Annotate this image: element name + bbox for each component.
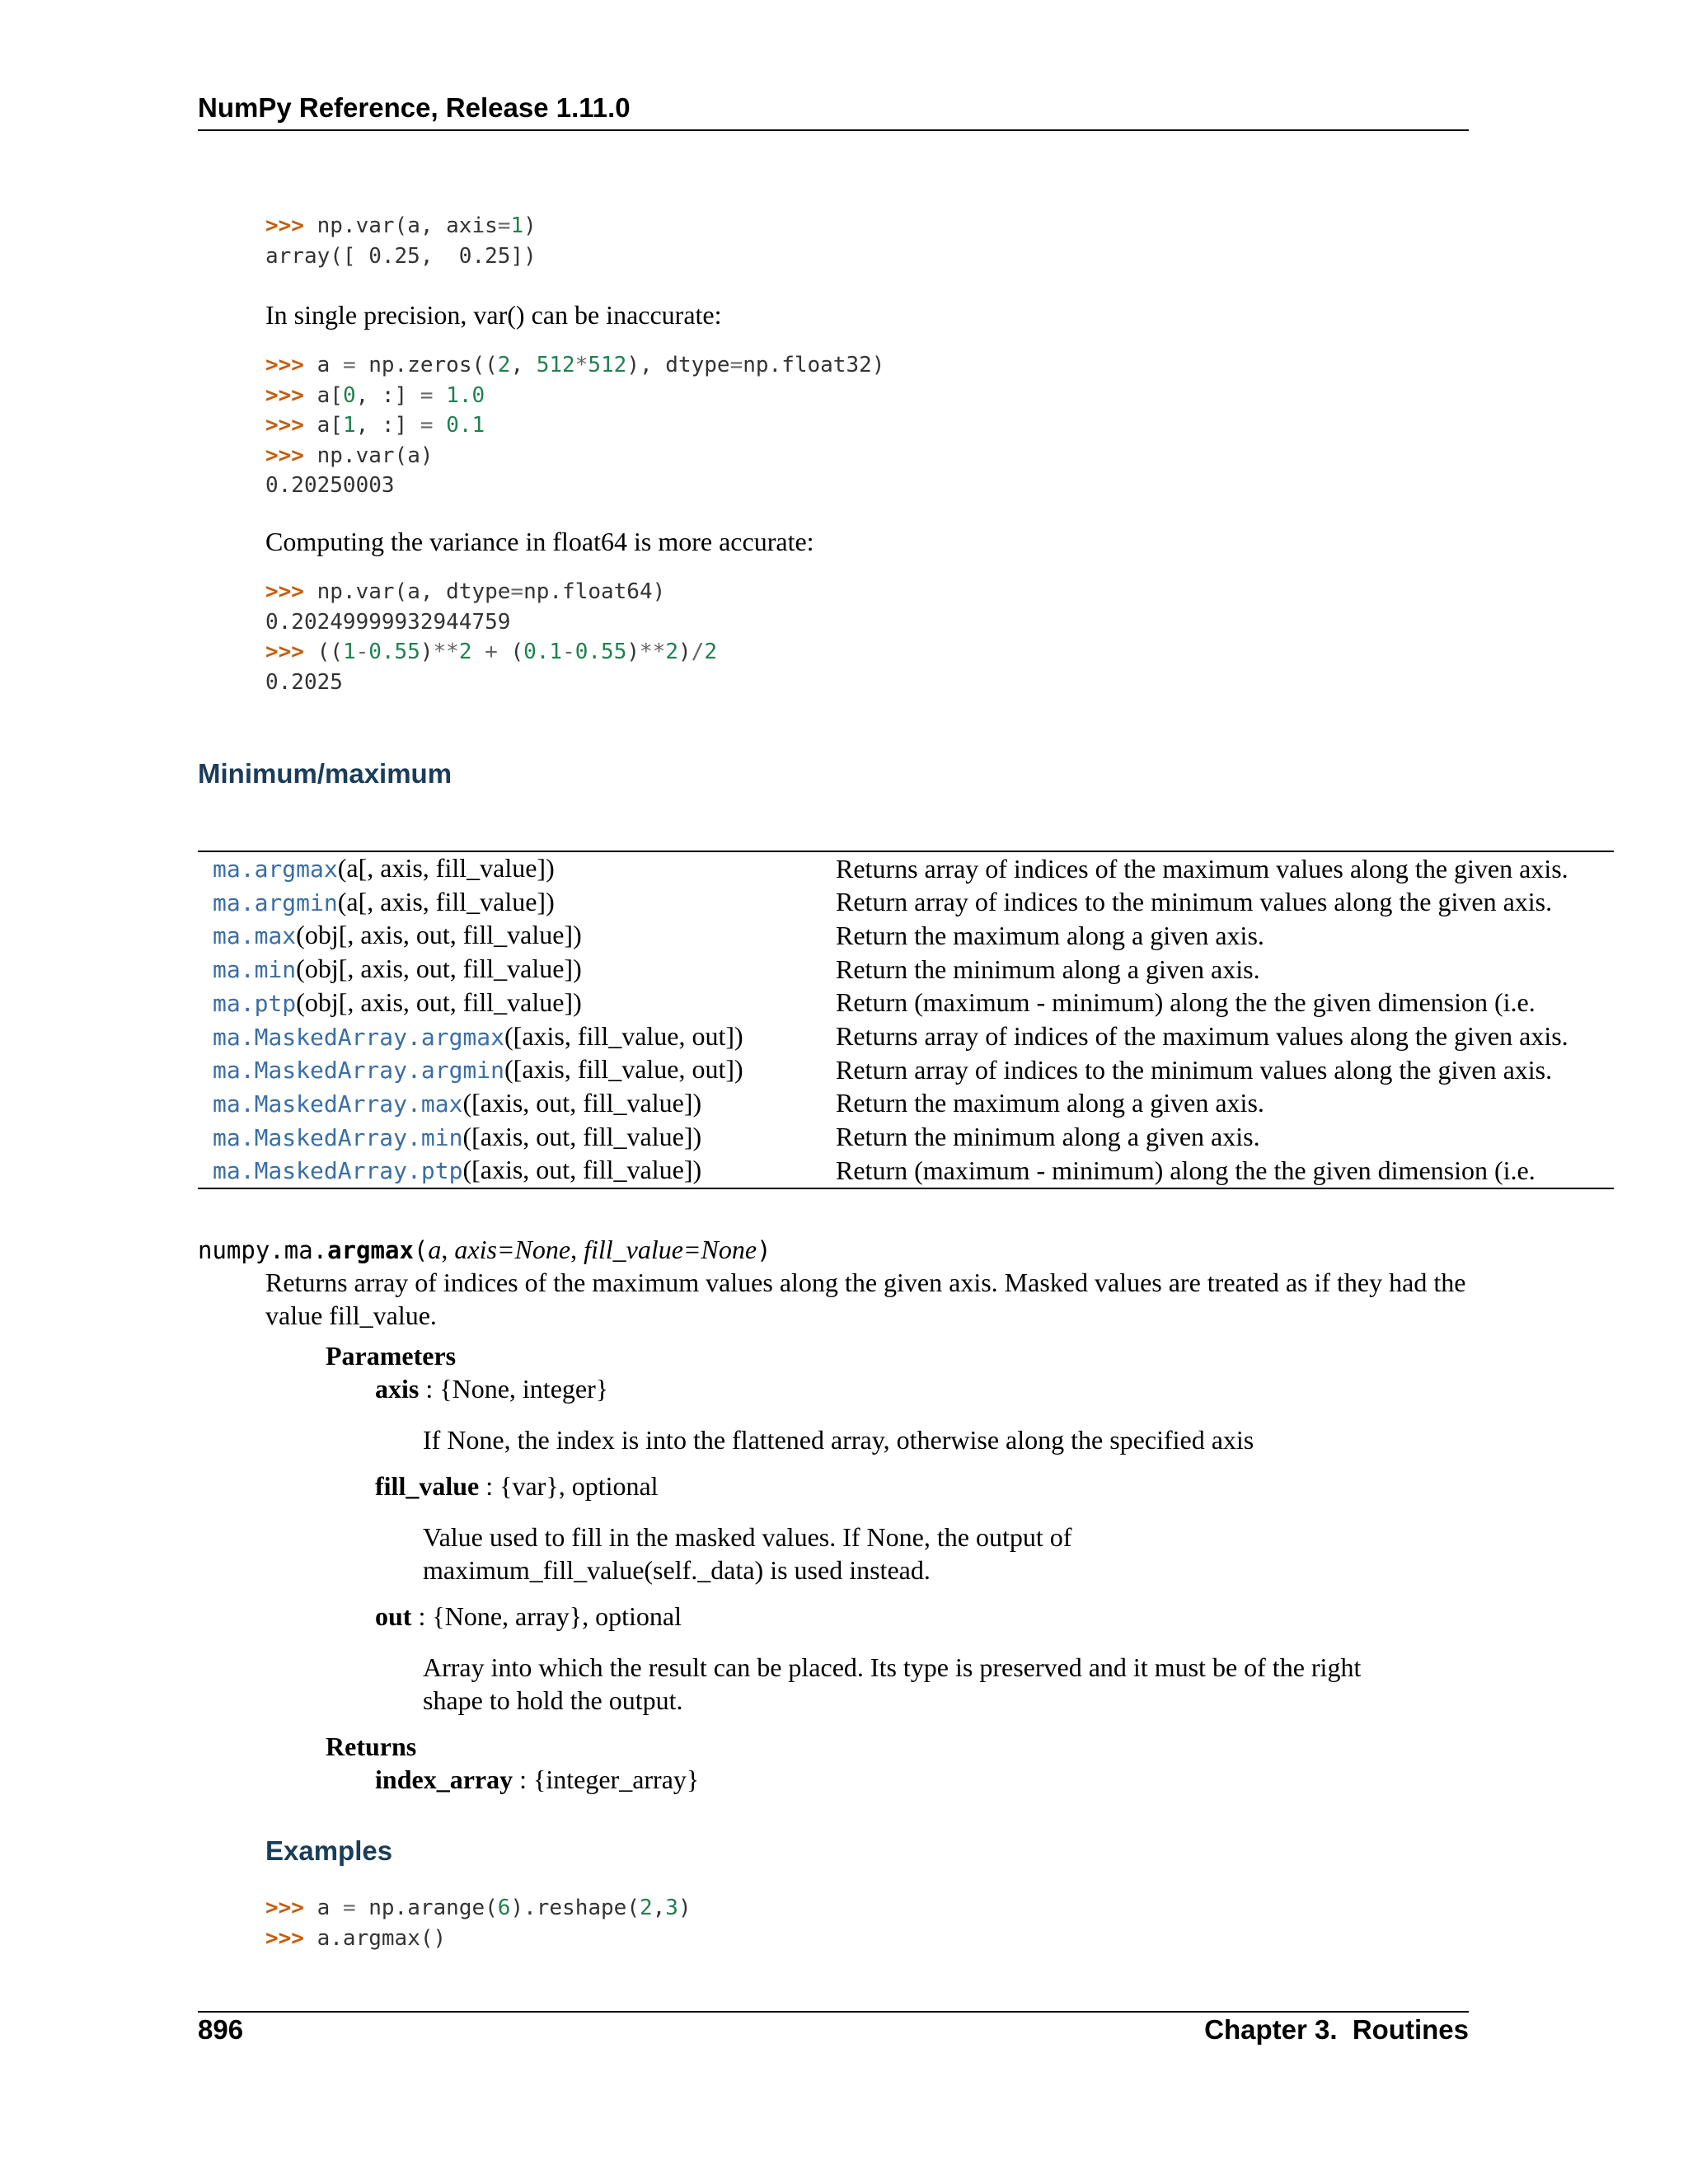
code-token: 0.1 [523,640,563,664]
signature-param-axis: axis=None [454,1235,571,1264]
code-token: a [303,353,343,377]
page-number: 896 [198,2014,244,2045]
summary-function-cell [198,953,823,987]
code-prompt: >>> [265,443,304,468]
param-name: out [375,1601,412,1631]
code-token: 3 [665,1896,678,1920]
code-token: = [497,213,511,238]
footer-rule [198,2011,1469,2013]
code-token: ) [523,213,537,238]
code-prompt: >>> [265,579,304,604]
summary-function-cell [198,1154,823,1188]
function-link[interactable]: ma.MaskedArray.max [213,1090,463,1118]
code-prompt: >>> [265,640,304,664]
code-token: , [652,1896,666,1920]
running-header: NumPy Reference, Release 1.11.0 [198,92,631,123]
code-token: 6 [497,1896,511,1920]
code-prompt: >>> [265,413,304,438]
return-name: index_array [375,1765,513,1794]
code-token: 2 [704,640,717,664]
code-token: * [574,353,588,377]
code-block-float64 [265,577,717,697]
summary-function-cell [198,1020,823,1054]
code-token [434,413,447,438]
code-line [265,443,434,468]
paragraph-single-precision: In single precision, var() can be inaccurate: [265,300,722,330]
code-token: 512 [588,353,627,377]
summary-row [198,1020,1614,1054]
function-args: (obj[, axis, out, fill_value]) [296,920,582,950]
function-signature [198,1235,771,1265]
code-line [265,244,537,269]
code-token: np.arange( [355,1896,498,1920]
code-token: ** [433,640,459,664]
param-out [375,1601,682,1632]
summary-description-cell: Return array of indices to the minimum values along the given axis. [836,1054,1553,1085]
summary-row [198,953,1614,987]
code-token: = [342,1896,356,1920]
function-link[interactable]: ma.MaskedArray.ptp [213,1157,463,1185]
code-line [265,473,395,498]
code-line [265,353,884,377]
summary-function-cell [198,1087,823,1121]
code-line [265,1896,692,1920]
function-link[interactable]: ma.MaskedArray.min [213,1123,463,1151]
code-token: 0.20250003 [265,473,395,498]
code-token: 1 [510,213,524,238]
code-token: 1 [342,413,356,438]
code-token: a[ [303,413,343,438]
signature-function-name: argmax [327,1236,414,1264]
summary-row [198,1121,1614,1155]
code-token: np.var(a) [303,443,434,468]
code-prompt: >>> [265,213,304,238]
code-line [265,413,485,438]
summary-description-cell: Return the maximum along a given axis. [836,1088,1264,1118]
summary-description-cell: Return the minimum along a given axis. [836,1122,1260,1152]
param-fill-value-text: Value used to fill in the masked values. If None, the output of maximum_fill_value(self._data) is used instead. [423,1522,1072,1585]
function-args: ([axis, fill_value, out]) [504,1020,743,1051]
code-token: 2 [639,1896,653,1920]
param-fill-value [375,1471,659,1502]
function-link[interactable]: ma.min [213,956,297,984]
code-token: = [420,382,434,408]
param-type: : {None, array}, optional [411,1601,682,1631]
code-token: = [342,353,356,377]
code-token: np.var(a, axis [303,213,498,238]
summary-description-cell: Return (maximum - minimum) along the the given dimension (i.e. [836,1155,1536,1185]
code-block-float32 [265,350,884,501]
code-token: 2 [497,353,511,377]
chapter-title: Chapter 3. Routines [1204,2014,1469,2045]
summary-row [198,1053,1614,1087]
code-block-examples [265,1893,692,1953]
code-token: ( [497,640,524,664]
code-token: 0.20249999932944759 [265,609,511,635]
code-token: ** [640,640,666,664]
function-args: ([axis, out, fill_value]) [462,1121,702,1151]
code-token: a [303,1896,343,1920]
code-line [265,1926,446,1951]
code-token: np.float32) [743,353,885,377]
code-line [265,383,485,408]
function-args: (a[, axis, fill_value]) [337,886,555,916]
code-token: = [420,413,434,438]
code-token: 0 [342,382,356,408]
code-token: array([ 0.25, 0.25]) [265,243,537,269]
code-token: 0.1 [446,413,485,438]
paragraph-float64: Computing the variance in float64 is more accurate: [265,527,814,556]
code-line [265,579,665,604]
code-prompt: >>> [265,1896,304,1920]
summary-function-cell [198,987,823,1020]
code-token: / [691,640,705,664]
code-token: ), dtype [626,353,730,377]
summary-row [198,987,1614,1020]
param-axis [375,1374,608,1404]
signature-close-paren: ) [757,1236,771,1264]
param-type: : {var}, optional [479,1471,659,1501]
code-prompt: >>> [265,1925,304,1951]
function-link[interactable]: ma.argmin [213,888,338,916]
summary-function-cell [198,1121,823,1155]
summary-function-cell [198,1053,823,1087]
summary-row [198,1087,1614,1121]
code-token: , [510,353,537,377]
function-args: (obj[, axis, out, fill_value]) [296,954,582,984]
code-token: 0.2025 [265,669,343,695]
function-link[interactable]: ma.MaskedArray.argmin [213,1057,505,1085]
summary-description-cell: Return the maximum along a given axis. [836,920,1264,950]
code-token: (( [303,640,343,664]
returns-label: Returns [326,1732,417,1761]
code-token: np.float64) [523,579,666,604]
code-token: , :] [355,382,420,408]
summary-row [198,851,1614,886]
code-token: 2 [458,640,472,664]
code-token: 512 [536,353,575,377]
code-token [472,640,485,664]
signature-param-a: a [428,1235,442,1264]
code-token: np.var(a, dtype [303,579,511,604]
param-axis-description: If None, the index is into the flattened array, otherwise along the specified axis [423,1425,1254,1455]
code-token: - [355,640,369,664]
summary-description-cell: Returns array of indices of the maximum values along the given axis. [836,853,1568,883]
code-token: ) [626,640,640,664]
function-link[interactable]: ma.MaskedArray.argmax [213,1023,505,1051]
function-link[interactable]: ma.max [213,922,297,950]
code-token: ) [678,640,692,664]
function-args: ([axis, out, fill_value]) [462,1087,702,1118]
param-type: : {None, integer} [419,1374,609,1404]
code-token: 0.55 [574,640,627,664]
summary-table [198,851,1614,1189]
code-token: ) [420,640,434,664]
signature-module: numpy.ma. [198,1236,328,1264]
code-prompt: >>> [265,353,304,377]
summary-description-cell: Return (maximum - minimum) along the the given dimension (i.e. [836,987,1536,1018]
code-token: ).reshape( [510,1896,640,1920]
function-args: (a[, axis, fill_value]) [337,853,555,883]
param-fill-value-description [423,1521,1371,1586]
code-token [434,383,447,408]
code-prompt: >>> [265,382,304,408]
summary-function-cell [198,919,823,953]
code-token: np.zeros(( [355,353,498,377]
summary-function-cell [198,851,823,886]
return-index-array [375,1765,699,1795]
section-heading-examples: Examples [265,1835,393,1866]
summary-description-cell: Return the minimum along a given axis. [836,954,1260,984]
function-link[interactable]: ma.ptp [213,989,297,1017]
return-type: : {integer_array} [513,1765,700,1794]
code-token: = [729,353,743,377]
code-token: 0.55 [368,640,420,664]
code-token: 1 [342,640,356,664]
code-token: - [562,640,575,664]
summary-row [198,1154,1614,1188]
function-description: Returns array of indices of the maximum values along the given axis. Masked values are treated as if they had the value fill_value. [265,1268,1466,1330]
summary-description-cell: Return array of indices to the minimum values along the given axis. [836,887,1553,917]
signature-param-fill-value: fill_value=None [584,1235,757,1264]
signature-sep: , [570,1235,584,1264]
code-block-var-axis [265,211,537,271]
param-name: axis [375,1374,420,1404]
signature-sep: , [441,1235,455,1264]
function-link[interactable]: ma.argmax [213,855,338,883]
function-args: (obj[, axis, out, fill_value]) [296,987,582,1017]
function-args: ([axis, out, fill_value]) [462,1155,702,1185]
code-token: ) [678,1896,692,1920]
code-line [265,610,510,635]
code-line [265,213,537,238]
code-token: , :] [355,413,420,438]
parameters-label: Parameters [326,1341,457,1371]
summary-function-cell [198,886,823,920]
function-args: ([axis, fill_value, out]) [504,1054,743,1085]
code-line [265,640,717,664]
code-token: 2 [665,640,678,664]
code-token: a[ [303,382,343,408]
param-out-description: Array into which the result can be placed. Its type is preserved and it must be of the right shape to hold the output. [423,1652,1362,1715]
summary-row [198,919,1614,953]
code-token: = [510,579,524,604]
code-token: + [485,640,498,664]
section-heading-minmax: Minimum/maximum [198,758,452,789]
code-token: a.argmax() [303,1925,447,1951]
param-name: fill_value [375,1471,480,1501]
summary-row [198,886,1614,920]
code-token: 1.0 [446,382,485,408]
header-rule [198,129,1469,131]
signature-open-paren: ( [413,1236,429,1264]
code-line [265,670,343,695]
summary-description-cell: Returns array of indices of the maximum values along the given axis. [836,1021,1568,1052]
